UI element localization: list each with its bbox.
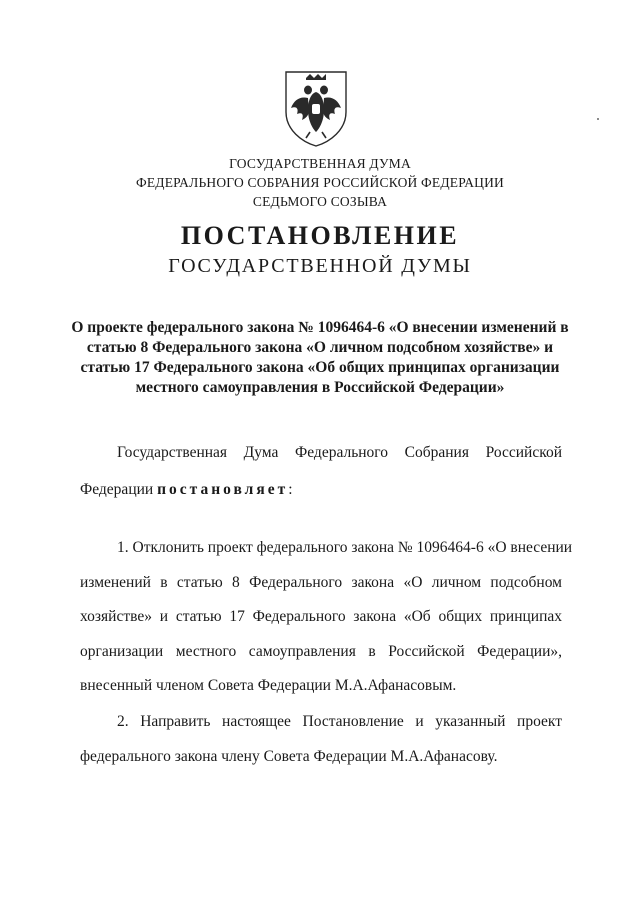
item2-line: 2. Направить настоящее Постановление и указанный проект	[117, 713, 562, 730]
intro-federation-word: Федерации	[80, 481, 154, 498]
intro-colon: :	[288, 481, 293, 498]
item2-line: федерального закона члену Совета Федерации М.А.Афанасову.	[80, 748, 498, 765]
document-subject	[60, 318, 580, 398]
document-title: ПОСТАНОВЛЕНИЕ	[180, 221, 460, 250]
item1-line: организации местного самоуправления в Российской Федерации»,	[80, 643, 562, 660]
intro-paragraph-line	[80, 481, 562, 499]
subject-line: О проекте федерального закона № 1096464-6 «О внесении изменений в	[71, 319, 569, 336]
subject-line: местного самоуправления в Российской Федерации»	[135, 379, 505, 396]
item1-line: хозяйстве» и статью 17 Федерального закона «Об общих принципах	[80, 608, 562, 625]
resolves-verb: постановляет	[157, 481, 289, 498]
header-line-federal-assembly: ФЕДЕРАЛЬНОГО СОБРАНИЯ РОССИЙСКОЙ ФЕДЕРАЦИИ	[136, 175, 504, 190]
subject-line: статью 8 Федерального закона «О личном подсобном хозяйстве» и	[86, 339, 554, 356]
coat-of-arms-emblem-icon	[280, 66, 352, 150]
document-subtitle: ГОСУДАРСТВЕННОЙ ДУМЫ	[168, 255, 472, 277]
subject-line: статью 17 Федерального закона «Об общих принципах организации	[80, 359, 560, 376]
header-line-duma: ГОСУДАРСТВЕННАЯ ДУМА	[229, 156, 411, 171]
scan-speck	[597, 118, 599, 120]
item1-line: 1. Отклонить проект федерального закона № 1096464-6 «О внесении	[117, 539, 573, 556]
item1-line: внесенный членом Совета Федерации М.А.Афанасовым.	[80, 677, 457, 694]
intro-paragraph-line: Государственная Дума Федерального Собрания Российской	[117, 444, 562, 461]
item1-line: изменений в статью 8 Федерального закона «О личном подсобном	[80, 574, 562, 591]
header-line-convocation: СЕДЬМОГО СОЗЫВА	[252, 194, 388, 209]
